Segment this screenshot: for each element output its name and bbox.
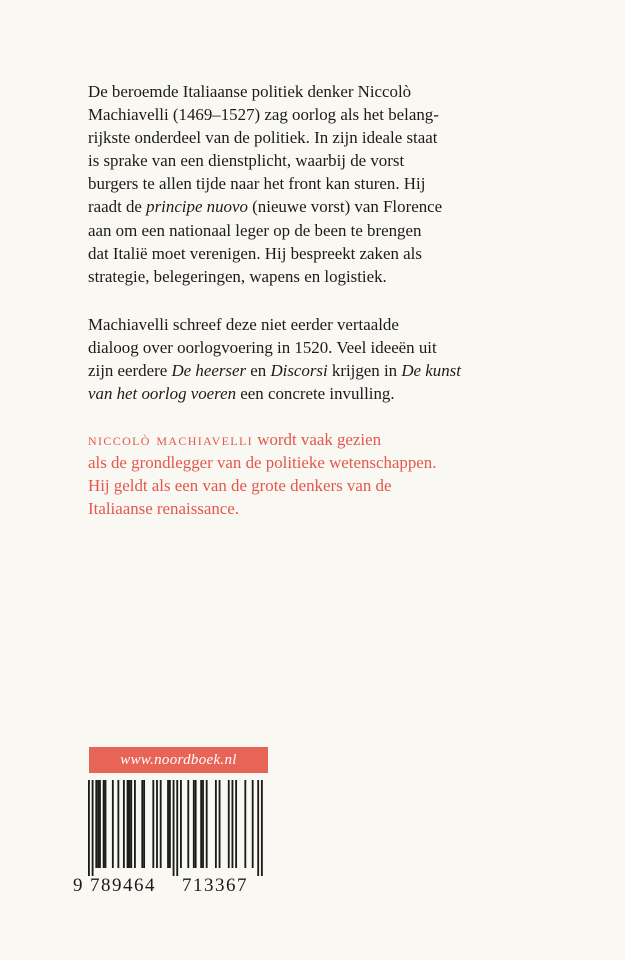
description-line: strategie, belegeringen, wapens en logistiek. (88, 266, 387, 286)
barcode-bar (92, 780, 94, 876)
barcode-bar (160, 780, 162, 868)
author-bio-line: als de grondlegger van de politieke wetenschappen. (88, 453, 437, 473)
barcode-bar (143, 780, 145, 868)
book-title: De kunst (401, 361, 461, 381)
barcode-bar (130, 780, 132, 868)
barcode-bar (95, 780, 97, 868)
author-bio-line: wordt vaak gezien (253, 430, 382, 449)
barcode-bar (127, 780, 129, 868)
barcode-bar (105, 780, 107, 868)
barcode-bar (195, 780, 197, 868)
isbn-barcode (70, 778, 270, 898)
description-line: (nieuwe vorst) van Florence (247, 197, 443, 217)
barcode-bar (97, 780, 99, 868)
barcode-bar (141, 780, 143, 868)
barcode-bar (134, 780, 136, 868)
book-title: Discorsi (270, 361, 328, 381)
website-url: www.noordboek.nl (120, 752, 237, 768)
barcode-right-digits: 713367 (182, 875, 248, 896)
barcode-bar (88, 780, 90, 876)
barcode-bar (180, 780, 182, 868)
barcode-bar (200, 780, 202, 868)
barcode-bar (193, 780, 195, 868)
barcode-bar (252, 780, 254, 868)
barcode-bar (176, 780, 178, 876)
barcode-bar (235, 780, 237, 868)
barcode-bar (244, 780, 246, 868)
description-paragraph-1 (88, 80, 488, 288)
author-bio-line: Italiaanse renaissance. (88, 499, 239, 519)
barcode-bar (173, 780, 175, 876)
description-line: een concrete invulling. (236, 384, 395, 404)
barcode-bar (215, 780, 217, 868)
barcode-bar (169, 780, 171, 868)
barcode-bar (167, 780, 169, 868)
barcode-bar (156, 780, 158, 868)
author-name: niccolò machiavelli (88, 430, 254, 449)
author-bio (88, 428, 488, 520)
barcode-bar (202, 780, 204, 868)
description-line: is sprake van een dienstplicht, waarbij de vorst (88, 151, 405, 171)
description-paragraph-2 (88, 313, 488, 405)
description-line: Machiavelli (1469–1527) zag oorlog als het belang- (88, 105, 439, 125)
barcode-bar (152, 780, 154, 868)
barcode-bar (112, 780, 114, 868)
barcode-bar (128, 780, 130, 868)
description-line: aan om een nationaal leger op de been te brengen (88, 220, 422, 240)
publisher-website-label (89, 747, 268, 773)
description-line: en (246, 361, 271, 381)
barcode-bar (103, 780, 105, 868)
description-line: dat Italië moet verenigen. Hij bespreekt zaken als (88, 243, 422, 263)
barcode-bar (219, 780, 221, 868)
barcode-bar (99, 780, 101, 868)
description-line: burgers te allen tijde naar het front kan sturen. Hij (88, 174, 426, 194)
description-line: Machiavelli schreef deze niet eerder vertaalde (88, 315, 399, 334)
barcode-bar (228, 780, 230, 868)
description-line: rijkste onderdeel van de politiek. In zijn ideale staat (88, 128, 438, 148)
barcode-bar (232, 780, 234, 868)
barcode-bar (257, 780, 259, 876)
italic-term: principe nuovo (146, 197, 248, 217)
author-bio-line: Hij geldt als een van de grote denkers van de (88, 476, 392, 496)
barcode-bar (187, 780, 189, 868)
description-line: De beroemde Italiaanse politiek denker Niccolò (88, 82, 412, 101)
barcode-bar (206, 780, 208, 868)
barcode-bar (117, 780, 119, 868)
barcode-bar (123, 780, 125, 868)
description-line: krijgen in (327, 361, 402, 381)
book-title: van het oorlog voeren (88, 384, 237, 404)
barcode-bars (88, 780, 263, 876)
description-line: raadt de (88, 197, 147, 217)
description-line: dialoog over oorlogvoering in 1520. Veel ideeën uit (88, 338, 437, 358)
book-title: De heerser (171, 361, 247, 381)
barcode-bar (261, 780, 263, 876)
barcode-first-digit: 9 (73, 875, 83, 896)
barcode-left-digits: 789464 (90, 875, 156, 896)
description-line: zijn eerdere (88, 361, 172, 381)
